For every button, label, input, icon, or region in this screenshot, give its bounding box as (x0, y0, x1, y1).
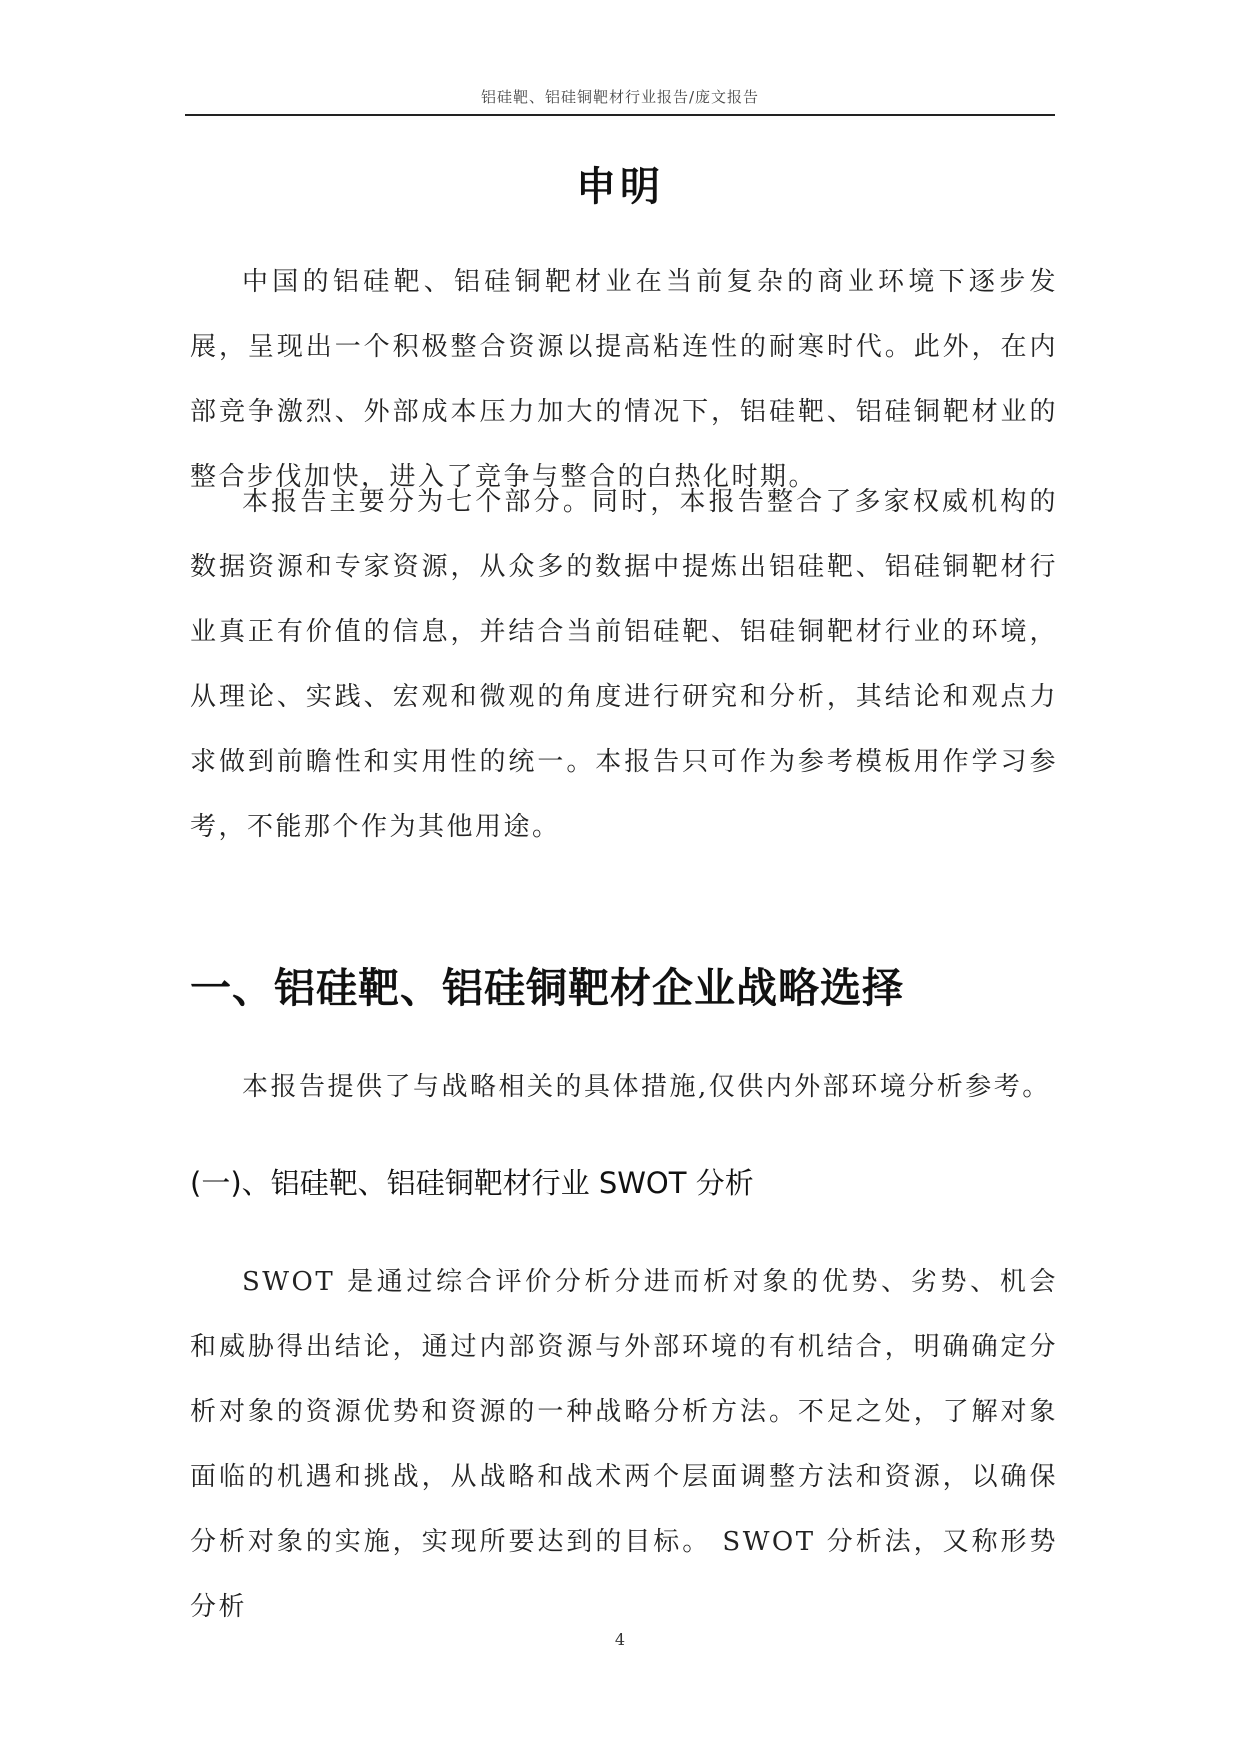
section-heading: 一、铝硅靶、铝硅铜靶材企业战略选择 (190, 964, 904, 1012)
statement-paragraph-2: 本报告主要分为七个部分。同时，本报告整合了多家权威机构的数据资源和专家资源，从众多的数据中提炼出铝硅靶、铝硅铜靶材行业真正有价值的信息，并结合当前铝硅靶、铝硅铜靶材行业的环境，从理论、实践、宏观和微观的角度进行研究和分析，其结论和观点力求做到前瞻性和实用性的统一。本报告只可作为参考模板用作学习参考，不能那个作为其他用途。 (190, 487, 1058, 842)
page-title: 申明 (576, 164, 664, 210)
page-number: 4 (614, 1630, 626, 1649)
swot-paragraph: SWOT 是通过综合评价分析分进而析对象的优势、劣势、机会和威胁得出结论，通过内部资源与外部环境的有机结合，明确确定分析对象的资源优势和资源的一种战略分析方法。不足之处，了解对象面临的机遇和挑战，从战略和战术两个层面调整方法和资源，以确保分析对象的实施，实现所要达到的目标。 SWOT 分析法，又称形势分析 (190, 1267, 1058, 1622)
section-intro: 本报告提供了与战略相关的具体措施,仅供内外部环境分析参考。 (242, 1072, 1051, 1102)
running-header: 铝硅靶、铝硅铜靶材行业报告/庞文报告 (480, 88, 760, 106)
header-divider (185, 114, 1055, 116)
statement-paragraph-1: 中国的铝硅靶、铝硅铜靶材业在当前复杂的商业环境下逐步发展，呈现出一个积极整合资源以提高粘连性的耐寒时代。此外，在内部竞争激烈、外部成本压力加大的情况下，铝硅靶、铝硅铜靶材业的整合步伐加快，进入了竞争与整合的白热化时期。 (190, 267, 1058, 492)
subsection-heading: (一)、铝硅靶、铝硅铜靶材行业 SWOT 分析 (190, 1166, 754, 1200)
